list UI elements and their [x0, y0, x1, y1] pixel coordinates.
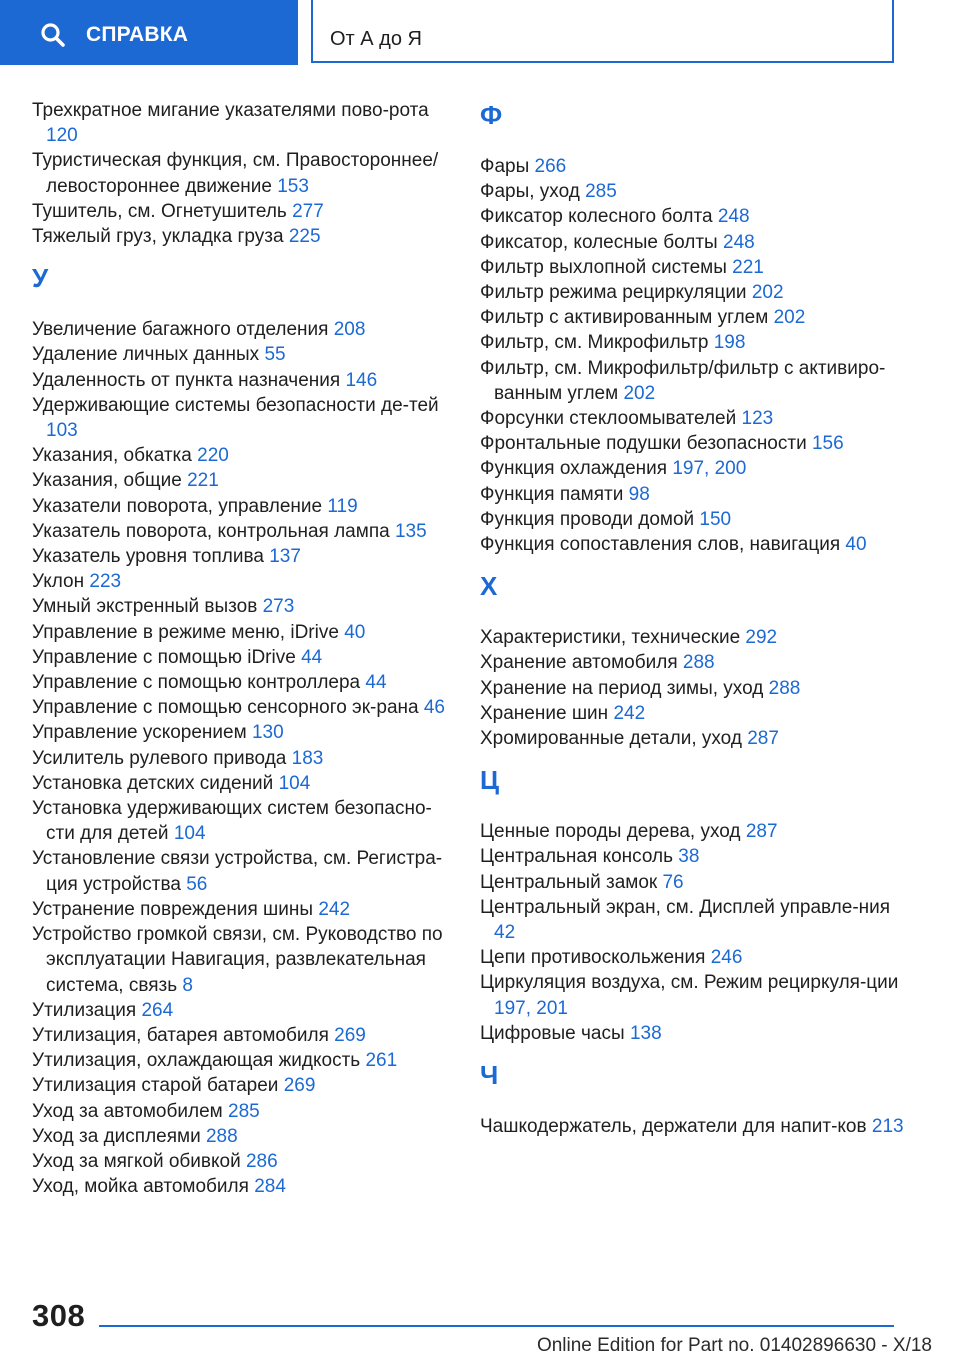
- index-column-left: [32, 98, 452, 1199]
- index-entry-page-link[interactable]: 46: [423, 697, 445, 719]
- index-entry-page-link[interactable]: 277: [292, 200, 324, 222]
- index-entry-term: Управление в режиме меню, iDrive: [32, 621, 339, 643]
- index-entry-term: Центральная консоль: [480, 846, 673, 868]
- index-entry-page-link[interactable]: 8: [182, 974, 193, 996]
- index-entry-term: Хранение на период зимы, уход: [480, 677, 764, 699]
- index-letter-heading: Ц: [480, 765, 499, 796]
- index-entry-page-link[interactable]: 42: [494, 922, 516, 944]
- index-entry-term: Хромированные детали, уход: [480, 728, 742, 750]
- index-entry-term: Фиксатор, колесные болты: [480, 231, 718, 253]
- index-entry: [32, 771, 452, 796]
- index-entry: [480, 456, 910, 481]
- index-entry: [480, 676, 910, 701]
- index-entry: [480, 532, 910, 557]
- index-entry-term: Цифровые часы: [480, 1022, 625, 1044]
- index-entry: [32, 594, 452, 619]
- index-entry-page-link[interactable]: 269: [283, 1075, 316, 1097]
- index-entry: [480, 870, 910, 895]
- edition-footer: Online Edition for Part no. 01402896630 - X/18: [536, 1335, 932, 1356]
- index-entry-term: Управление ускорением: [32, 722, 247, 744]
- index-entry: [32, 98, 452, 148]
- index-entry: [32, 1124, 452, 1149]
- index-entry-term: Указатель поворота, контрольная лампа: [32, 520, 390, 542]
- index-entry-page-link[interactable]: 135: [394, 520, 427, 542]
- tab-a-to-z[interactable]: [311, 0, 894, 63]
- index-entry-page-link[interactable]: 285: [228, 1100, 260, 1122]
- index-entry-page-link[interactable]: 183: [291, 747, 324, 769]
- index-entry-term: Умный экстренный вызов: [32, 596, 258, 618]
- index-entry-term: Указатели поворота, управление: [32, 495, 323, 517]
- index-entry-term: Удаленность от пункта назначения: [32, 369, 341, 391]
- index-entry: [32, 796, 452, 846]
- tab-a-to-z-label: От А до Я: [330, 28, 422, 50]
- index-entry-term: Утилизация, батарея автомобиля: [32, 1024, 329, 1046]
- index-entry-term: Уклон: [32, 571, 85, 593]
- index-entry-term: Форсунки стеклоомывателей: [480, 408, 737, 430]
- index-entry-page-link[interactable]: 213: [871, 1116, 904, 1138]
- index-entry: [480, 356, 910, 406]
- index-entry-term: Ценные породы дерева, уход: [480, 821, 741, 843]
- index-entry-page-link[interactable]: 138: [629, 1022, 662, 1044]
- index-entry-page-link[interactable]: 98: [628, 483, 650, 505]
- index-entry-page-link[interactable]: 220: [197, 445, 229, 467]
- help-button[interactable]: [0, 0, 298, 65]
- index-entry-term: Указатель уровня топлива: [32, 546, 264, 568]
- index-entry-term: Уход, мойка автомобиля: [32, 1176, 249, 1198]
- index-entry-page-link[interactable]: 120: [46, 125, 78, 147]
- index-entry: [480, 819, 910, 844]
- index-entry-term: Фиксатор колесного болта: [480, 206, 713, 228]
- index-entry-page-link[interactable]: 285: [585, 181, 617, 203]
- index-entry-term: Установка удерживающих систем безопасно-сти для детей: [32, 798, 432, 845]
- index-entry-page-link[interactable]: 38: [678, 846, 700, 868]
- index-entry-term: Уход за дисплеями: [32, 1125, 201, 1147]
- index-entry-page-link[interactable]: 198: [713, 332, 746, 354]
- index-entry: [32, 645, 452, 670]
- index-entry: [32, 670, 452, 695]
- index-entry-page-link[interactable]: 202: [623, 382, 656, 404]
- index-entry: [32, 746, 452, 771]
- index-entry-page-link[interactable]: 44: [365, 672, 387, 694]
- index-entry: [32, 695, 452, 720]
- index-entry-term: Фары, уход: [480, 181, 580, 203]
- index-entry-term: Установка детских сидений: [32, 772, 274, 794]
- index-entry-page-link[interactable]: 40: [845, 534, 867, 556]
- index-entry-term: Чашкодержатель, держатели для напит-ков: [480, 1116, 867, 1138]
- index-letter-heading: Ч: [480, 1060, 499, 1091]
- index-entry-term: Функция проводи домой: [480, 508, 695, 530]
- index-entry: [480, 431, 910, 456]
- index-entry: [32, 468, 452, 493]
- index-entry: [480, 154, 910, 179]
- index-entry: [32, 1048, 452, 1073]
- index-entry-term: Управление с помощью контроллера: [32, 672, 361, 694]
- index-entry-page-link[interactable]: 202: [751, 282, 784, 304]
- index-entry-term: Фильтр выхлопной системы: [480, 256, 727, 278]
- index-entry-page-link[interactable]: 264: [141, 999, 174, 1021]
- index-entry: [480, 406, 910, 431]
- index-entry-page-link[interactable]: 288: [682, 652, 715, 674]
- index-entry-term: Функция сопоставления слов, навигация: [480, 534, 841, 556]
- page-number: 308: [32, 1298, 86, 1333]
- index-entry-term: Указания, общие: [32, 470, 182, 492]
- index-entry-term: Хранение шин: [480, 702, 609, 724]
- index-entry-term: Фильтр, см. Микрофильтр: [480, 332, 709, 354]
- index-entry: [32, 1023, 452, 1048]
- index-entry-page-link[interactable]: 292: [745, 627, 778, 649]
- index-entry-page-link[interactable]: 269: [334, 1024, 366, 1046]
- index-entry-term: Установление связи устройства, см. Регистра-ция устройства: [32, 848, 443, 895]
- index-entry-term: Тушитель, см. Огнетушитель: [32, 200, 287, 222]
- index-entry-page-link[interactable]: 119: [327, 495, 358, 517]
- index-entry: [480, 701, 910, 726]
- index-entry-term: Фильтр, см. Микрофильтр/фильтр с активиро-ванным углем: [480, 357, 886, 404]
- index-entry: [480, 230, 910, 255]
- index-entry-page-link[interactable]: 104: [278, 772, 311, 794]
- index-entry: [480, 726, 910, 751]
- index-entry-term: Утилизация старой батареи: [32, 1075, 279, 1097]
- index-entry-term: Устройство громкой связи, см. Руководство по эксплуатации Навигация, развлекательная система, связь: [32, 924, 443, 996]
- index-entry-page-link[interactable]: 242: [318, 898, 351, 920]
- index-entry: [480, 945, 910, 970]
- index-entry: [32, 368, 452, 393]
- index-entry: [480, 970, 910, 1020]
- index-entry-page-link[interactable]: 137: [269, 546, 301, 568]
- index-entry: [32, 1174, 452, 1199]
- index-entry: [480, 844, 910, 869]
- help-button-label: СПРАВКА: [86, 23, 189, 46]
- index-entry-page-link[interactable]: 123: [741, 408, 774, 430]
- index-entry-page-link[interactable]: 221: [732, 256, 764, 278]
- index-entry-page-link[interactable]: 288: [205, 1125, 238, 1147]
- index-entry-page-link[interactable]: 225: [288, 226, 321, 248]
- index-entry: [480, 305, 910, 330]
- index-entry: [32, 998, 452, 1023]
- index-entry-page-link[interactable]: 248: [717, 206, 750, 228]
- index-entry-term: Трехкратное мигание указателями пово-рота: [32, 100, 429, 121]
- index-entry: [480, 650, 910, 675]
- index-entry-page-link[interactable]: 208: [333, 319, 366, 341]
- index-entry-term: Устранение повреждения шины: [32, 898, 314, 920]
- index-entry-term: Управление с помощью iDrive: [32, 646, 296, 668]
- index-entry: [32, 224, 452, 249]
- index-entry: [32, 922, 452, 998]
- index-entry: [480, 895, 910, 945]
- index-entry-term: Фары: [480, 156, 530, 177]
- index-entry-term: Утилизация: [32, 999, 137, 1021]
- index-entry: [480, 1021, 910, 1046]
- index-entry-term: Хранение автомобиля: [480, 652, 678, 674]
- index-column-right: [480, 98, 910, 1139]
- top-navigation: [0, 0, 960, 68]
- index-entry-term: Усилитель рулевого привода: [32, 747, 287, 769]
- index-entry: [480, 507, 910, 532]
- index-entry: [32, 199, 452, 224]
- index-entry-term: Уход за мягкой обивкой: [32, 1150, 241, 1172]
- index-entry: [480, 280, 910, 305]
- index-entry-page-link[interactable]: 104: [173, 823, 206, 845]
- index-entry-page-link[interactable]: 150: [699, 508, 732, 530]
- index-entry: [32, 393, 452, 443]
- index-entry-page-link[interactable]: 197, 201: [494, 997, 568, 1019]
- index-entry-page-link[interactable]: 246: [710, 947, 743, 969]
- index-entry-term: Фильтр режима рециркуляции: [480, 282, 747, 304]
- index-letter-heading: У: [32, 263, 49, 294]
- index-entry-page-link[interactable]: 55: [264, 344, 286, 366]
- index-letter-heading: Ф: [480, 100, 503, 130]
- index-entry: [480, 204, 910, 229]
- index-entry-page-link[interactable]: 288: [768, 677, 801, 699]
- index-entry-page-link[interactable]: 248: [723, 231, 755, 253]
- index-letter-heading: Х: [480, 571, 498, 602]
- index-entry-term: Указания, обкатка: [32, 445, 192, 467]
- index-entry-term: Удерживающие системы безопасности де-тей: [32, 394, 439, 416]
- index-entry-page-link[interactable]: 146: [345, 369, 378, 391]
- index-entry: [32, 494, 452, 519]
- index-entry-term: Увеличение багажного отделения: [32, 319, 329, 341]
- index-entry-term: Центральный замок: [480, 871, 658, 893]
- index-entry-page-link[interactable]: 273: [262, 596, 295, 618]
- index-entry: [480, 625, 910, 650]
- index-entry-page-link[interactable]: 56: [186, 873, 208, 895]
- index-entry: [32, 569, 452, 594]
- index-entry-term: Цепи противоскольжения: [480, 947, 706, 969]
- index-entry: [32, 1099, 452, 1124]
- index-entry: [480, 255, 910, 280]
- index-entry-term: Функция памяти: [480, 483, 624, 505]
- index-entry-page-link[interactable]: 153: [277, 175, 309, 197]
- index-entry-term: Фронтальные подушки безопасности: [480, 433, 807, 455]
- index-entry-page-link[interactable]: 202: [773, 307, 806, 329]
- index-entry-term: Туристическая функция, см. Правостороннее/левостороннее движение: [32, 150, 439, 197]
- index-entry: [32, 720, 452, 745]
- index-entry-page-link[interactable]: 242: [613, 702, 646, 724]
- index-entry-page-link[interactable]: 284: [254, 1176, 286, 1198]
- index-entry: [32, 148, 452, 198]
- index-entry-term: Управление с помощью сенсорного эк-рана: [32, 697, 419, 719]
- index-entry-term: Фильтр с активированным углем: [480, 307, 769, 329]
- index-entry-page-link[interactable]: 266: [534, 156, 567, 177]
- index-entry: [480, 1114, 910, 1139]
- index-entry-term: Тяжелый груз, укладка груза: [32, 226, 284, 248]
- index-entry-term: Удаление личных данных: [32, 344, 260, 366]
- index-entry: [32, 519, 452, 544]
- index-entry: [32, 1073, 452, 1098]
- index-entry: [480, 330, 910, 355]
- index-entry-page-link[interactable]: 103: [46, 420, 78, 442]
- index-entry: [32, 317, 452, 342]
- search-icon: [40, 22, 66, 48]
- index-entry-page-link[interactable]: 44: [301, 646, 323, 668]
- index-entry-term: Утилизация, охлаждающая жидкость: [32, 1050, 361, 1072]
- index-entry-page-link[interactable]: 287: [745, 821, 778, 843]
- index-entry: [480, 482, 910, 507]
- index-entry-page-link[interactable]: 261: [365, 1050, 398, 1072]
- index-entry: [32, 846, 452, 896]
- index-entry-term: Уход за автомобилем: [32, 1100, 223, 1122]
- index-entry-page-link[interactable]: 286: [245, 1150, 278, 1172]
- index-entry: [32, 897, 452, 922]
- index-entry-page-link[interactable]: 197, 200: [672, 458, 747, 480]
- index-entry: [480, 179, 910, 204]
- index-entry-term: Характеристики, технические: [480, 627, 741, 649]
- index-entry: [32, 620, 452, 645]
- index-entry: [32, 1149, 452, 1174]
- index-entry-page-link[interactable]: 223: [89, 571, 122, 593]
- index-entry: [32, 544, 452, 569]
- index-entry: [32, 443, 452, 468]
- footer-divider: [99, 1325, 894, 1327]
- index-entry-term: Функция охлаждения: [480, 458, 668, 480]
- index-entry-term: Центральный экран, см. Дисплей управле-ния: [480, 896, 891, 918]
- index-entry-page-link[interactable]: 221: [187, 470, 219, 492]
- index-entry-page-link[interactable]: 76: [662, 871, 684, 893]
- index-entry-page-link[interactable]: 130: [251, 722, 284, 744]
- index-entry-page-link[interactable]: 40: [344, 621, 366, 643]
- index-entry: [32, 342, 452, 367]
- index-entry-page-link[interactable]: 156: [811, 433, 844, 455]
- index-entry-term: Циркуляция воздуха, см. Режим рециркуля-ции: [480, 972, 899, 994]
- index-entry-page-link[interactable]: 287: [747, 728, 779, 750]
